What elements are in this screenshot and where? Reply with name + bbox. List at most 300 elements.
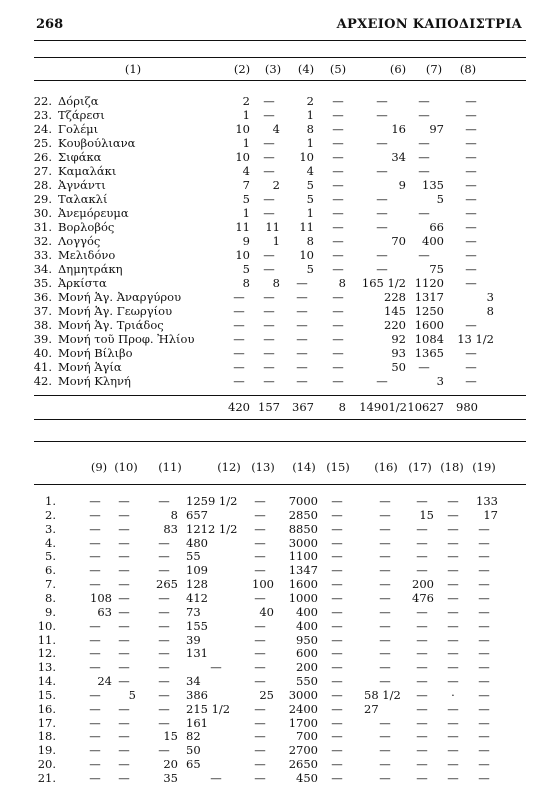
table2-cell: — <box>89 618 101 633</box>
table2-col-header: (16) <box>374 460 398 474</box>
table2-cell: — <box>89 535 101 550</box>
table1-cell: — <box>465 122 477 136</box>
table2-cell: · <box>451 687 455 702</box>
table2-cell: — <box>331 507 343 522</box>
table2-cell: — <box>416 632 428 647</box>
table2-cell: — <box>118 646 130 661</box>
table1-cell: 5 <box>242 192 250 206</box>
table1-cell: — <box>233 290 245 304</box>
table2-cell: — <box>447 521 459 536</box>
table2-cell: 200 <box>412 577 434 592</box>
table1-cell: 1365 <box>414 346 444 360</box>
table2-cell: 2400 <box>288 701 318 716</box>
table2-cell: — <box>478 549 490 564</box>
table2-cell: — <box>379 743 391 758</box>
table2-cell: — <box>254 743 266 758</box>
table1-cell: — <box>263 332 275 346</box>
table2-cell: — <box>118 715 130 730</box>
table1-cell: — <box>332 94 344 108</box>
table1-row-number: 27. <box>33 164 52 178</box>
table1-top-rule-2 <box>34 57 526 58</box>
table1-cell: — <box>465 178 477 192</box>
table2-cell: — <box>118 507 130 522</box>
table2-col-header: (18) <box>440 460 464 474</box>
table2-cell: — <box>478 771 490 785</box>
table1-cell: 5 <box>306 262 314 276</box>
table1-cell: — <box>376 108 388 122</box>
table2-cell: — <box>254 494 266 508</box>
table2-cell: — <box>478 757 490 772</box>
table2-cell: 400 <box>296 618 318 633</box>
table1-cell: 10 <box>299 150 314 164</box>
table2-row-number: 2. <box>45 507 56 522</box>
table2-cell: — <box>118 590 130 605</box>
table2-cell: — <box>379 729 391 744</box>
table2-cell: 100 <box>252 577 274 592</box>
table2-cell: 950 <box>296 632 318 647</box>
table2-col-header: (13) <box>251 460 275 474</box>
table1-cell: 70 <box>391 234 406 248</box>
table1-row-number: 33. <box>33 248 52 262</box>
table2-cell: — <box>416 701 428 716</box>
table1-cell: — <box>465 136 477 150</box>
table1-cell: 10 <box>235 248 250 262</box>
table2-cell: — <box>416 771 428 785</box>
table2-cell: — <box>447 729 459 744</box>
table1-row-name: Μονή Ἁγ. Γεωργίου <box>58 304 173 318</box>
table1-row-name: Μονή Βίλιβο <box>58 346 133 360</box>
table2-cell: — <box>118 701 130 716</box>
table2-cell: — <box>331 618 343 633</box>
table1-cell: — <box>296 318 308 332</box>
table1-bottom-rule <box>34 419 526 420</box>
table1-row-name: Τζάρεσι <box>58 108 105 122</box>
table1-cell: 9 <box>398 178 406 192</box>
table1-cell: 4 <box>306 164 314 178</box>
table2-col-header: (12) <box>217 460 241 474</box>
table2-cell: 2850 <box>288 507 318 522</box>
table1-row-name: Βορλοβός <box>58 220 115 234</box>
table1-cell: — <box>418 206 430 220</box>
table1-row-name: Μονή Ἁγ. Τριάδος <box>58 318 164 332</box>
table2-cell: — <box>331 729 343 744</box>
table1-cell: 16 <box>391 122 406 136</box>
table1-cell: — <box>465 206 477 220</box>
table2-cell: 700 <box>296 729 318 744</box>
table1-row-name: Δημητράκη <box>58 262 123 276</box>
table2-row-number: 21. <box>37 771 56 785</box>
table1-cell: — <box>233 360 245 374</box>
table2-cell: — <box>158 549 170 564</box>
table1-total: 157 <box>258 400 280 414</box>
table1-cell: — <box>376 262 388 276</box>
table1-totals-rule <box>34 395 526 396</box>
table1-row-name: Μονή Ἁγ. Ἀναργύρου <box>58 290 182 304</box>
table2-cell: — <box>447 535 459 550</box>
table2-cell: — <box>478 618 490 633</box>
table2-cell: — <box>478 577 490 592</box>
table1-cell: 220 <box>384 318 406 332</box>
table1-total: 980 <box>456 400 478 414</box>
table2-cell: — <box>379 646 391 661</box>
table2-cell: 2650 <box>288 757 318 772</box>
table2-cell: 55 <box>186 549 201 564</box>
table2-cell: — <box>478 729 490 744</box>
table2-cell: — <box>89 563 101 578</box>
table2-cell: 133 <box>476 494 498 508</box>
table2-col-header: (17) <box>408 460 432 474</box>
table1-col-header: (4) <box>297 62 315 76</box>
table1-total: 10627 <box>407 400 444 414</box>
table2-cell: — <box>89 701 101 716</box>
table1-cell: — <box>263 94 275 108</box>
table1-cell: 8 <box>306 234 314 248</box>
table2-col-header: (11) <box>158 460 182 474</box>
table2-cell: — <box>447 549 459 564</box>
table1-cell: — <box>332 108 344 122</box>
table1-cell: 11 <box>265 220 280 234</box>
table1-cell: 10 <box>235 150 250 164</box>
table2-cell: — <box>158 590 170 605</box>
table2-cell: — <box>118 563 130 578</box>
page-number: 268 <box>36 17 64 32</box>
table1-cell: — <box>332 332 344 346</box>
table1-cell: 8 <box>242 276 250 290</box>
table2-cell: 50 <box>186 743 201 758</box>
table2-cell: — <box>158 563 170 578</box>
table1-cell: 4 <box>242 164 250 178</box>
table2-cell: 450 <box>296 771 318 785</box>
table2-cell: 20 <box>163 757 178 772</box>
running-title: ΑΡΧΕΙΟΝ ΚΑΠΟΔΙΣΤΡΙΑ <box>336 17 522 32</box>
table2-row-number: 19. <box>37 743 56 758</box>
table1-cell: — <box>296 276 308 290</box>
table1-row-name: Ἀνεμόρευμα <box>58 206 129 220</box>
table2-cell: — <box>331 701 343 716</box>
table1-cell: — <box>296 360 308 374</box>
table2-row-number: 5. <box>45 549 56 564</box>
table1-cell: — <box>332 304 344 318</box>
table1-row-number: 22. <box>33 94 52 108</box>
table1-row-name: Ἀγνάντι <box>58 178 106 192</box>
table2-row-number: 6. <box>45 563 56 578</box>
table1-cell: — <box>263 248 275 262</box>
table1-cell: — <box>233 374 245 388</box>
table1-cell: — <box>263 290 275 304</box>
table2-cell: — <box>254 535 266 550</box>
table2-cell: — <box>379 521 391 536</box>
table2-cell: 15 <box>419 507 434 522</box>
table1-cell: — <box>263 374 275 388</box>
table2-cell: — <box>379 660 391 675</box>
table2-cell: — <box>118 632 130 647</box>
table2-cell: — <box>118 757 130 772</box>
table1-cell: — <box>376 374 388 388</box>
table1-cell: 228 <box>384 290 406 304</box>
table2-cell: — <box>478 632 490 647</box>
table2-row-number: 15. <box>37 687 56 702</box>
table2-cell: — <box>447 771 459 785</box>
table1-row-number: 37. <box>33 304 52 318</box>
table2-cell: 3000 <box>288 535 318 550</box>
table2-cell: 7000 <box>288 494 318 508</box>
table2-cell: 34 <box>186 674 201 689</box>
table1-row-number: 40. <box>33 346 52 360</box>
table2-cell: — <box>118 729 130 744</box>
table2-cell: — <box>416 549 428 564</box>
table2-row-number: 3. <box>45 521 56 536</box>
table2-cell: — <box>416 521 428 536</box>
table1-col-header: (6) <box>389 62 407 76</box>
table2-cell: — <box>478 674 490 689</box>
table2-cell: — <box>416 563 428 578</box>
table1-cell: 5 <box>436 192 444 206</box>
table1-cell: 93 <box>391 346 406 360</box>
table1-row-number: 42. <box>33 374 52 388</box>
table1-col-header: (3) <box>264 62 282 76</box>
table2-cell: — <box>447 604 459 619</box>
table1-cell: — <box>376 206 388 220</box>
table2-cell: — <box>158 632 170 647</box>
table1-cell: — <box>418 360 430 374</box>
table2-cell: — <box>89 549 101 564</box>
table1-cell: — <box>332 290 344 304</box>
table2-cell: — <box>416 618 428 633</box>
table2-cell: — <box>478 743 490 758</box>
table1-row-number: 31. <box>33 220 52 234</box>
table1-cell: — <box>332 164 344 178</box>
table1-total: 8 <box>338 400 346 414</box>
table2-cell: 131 <box>186 646 208 661</box>
table2-cell: — <box>379 494 391 508</box>
table2-cell: 476 <box>412 590 434 605</box>
table2-row-number: 14. <box>37 674 56 689</box>
table2-cell: — <box>478 563 490 578</box>
table1-cell: 34 <box>391 150 406 164</box>
table2-cell: — <box>331 577 343 592</box>
table1-cell: — <box>296 290 308 304</box>
table1-cell: — <box>233 346 245 360</box>
table1-cell: 1 <box>306 136 314 150</box>
table1-cell: 135 <box>422 178 444 192</box>
table1-cell: 8 <box>338 276 346 290</box>
table2-cell: — <box>478 660 490 675</box>
table1-cell: — <box>418 108 430 122</box>
table1-cell: — <box>263 304 275 318</box>
table1-row-name: Ἀρκίστα <box>58 276 107 290</box>
table2-cell: — <box>447 618 459 633</box>
table1-cell: — <box>263 346 275 360</box>
table1-cell: 11 <box>299 220 314 234</box>
table2-cell: — <box>89 687 101 702</box>
table1-cell: 145 <box>384 304 406 318</box>
table2-cell: — <box>158 604 170 619</box>
table2-cell: — <box>331 632 343 647</box>
table2-cell: — <box>331 646 343 661</box>
table1-cell: 1084 <box>414 332 444 346</box>
table1-cell: 50 <box>391 360 406 374</box>
table2-cell: — <box>118 743 130 758</box>
table2-cell: 1100 <box>288 549 318 564</box>
table2-cell: — <box>254 771 266 785</box>
table1-col-header: (5) <box>329 62 347 76</box>
table1-cell: — <box>332 318 344 332</box>
table1-cell: — <box>233 318 245 332</box>
table2-cell: — <box>118 660 130 675</box>
table2-cell: — <box>379 757 391 772</box>
table2-cell: — <box>478 535 490 550</box>
table2-cell: 82 <box>186 729 201 744</box>
table2-cell: — <box>379 590 391 605</box>
table2-cell: — <box>331 521 343 536</box>
table2-cell: — <box>118 494 130 508</box>
table1-cell: 2 <box>272 178 280 192</box>
table2-cell: 1347 <box>288 563 318 578</box>
table1-cell: — <box>263 164 275 178</box>
table2-col-header: (14) <box>292 460 316 474</box>
table2-cell: — <box>331 494 343 508</box>
table1-cell: 5 <box>306 192 314 206</box>
table2-row-number: 4. <box>45 535 56 550</box>
table1-cell: 3 <box>436 374 444 388</box>
table2-cell: — <box>416 604 428 619</box>
table2-cell: 40 <box>259 604 274 619</box>
table1-row-name: Μονή Κληνή <box>58 374 131 388</box>
table2-cell: 1600 <box>288 577 318 592</box>
table2-cell: — <box>447 715 459 730</box>
table2-cell: — <box>379 632 391 647</box>
table2-cell: 400 <box>296 604 318 619</box>
table1-cell: 1 <box>306 206 314 220</box>
table1-cell: — <box>465 164 477 178</box>
table1-cell: — <box>263 108 275 122</box>
table1-cell: — <box>332 234 344 248</box>
table2-row-number: 1. <box>45 494 56 508</box>
table2-cell: — <box>158 674 170 689</box>
table2-row-number: 9. <box>45 604 56 619</box>
table1-cell: — <box>332 192 344 206</box>
table1-row-number: 32. <box>33 234 52 248</box>
table2-cell: 600 <box>296 646 318 661</box>
table2-cell: 25 <box>259 687 274 702</box>
table2-cell: — <box>478 715 490 730</box>
table2-cell: — <box>158 494 170 508</box>
table1-row-name: Σιφάκα <box>58 150 102 164</box>
table1-cell: — <box>296 374 308 388</box>
table1-cell: — <box>465 346 477 360</box>
table1-total: 420 <box>228 400 250 414</box>
table1-cell: — <box>465 150 477 164</box>
table2-cell: 35 <box>163 771 178 785</box>
table1-cell: 8 <box>272 276 280 290</box>
table1-cell: — <box>418 164 430 178</box>
table1-row-number: 35. <box>33 276 52 290</box>
table2-cell: — <box>89 771 101 785</box>
table1-cell: — <box>465 234 477 248</box>
table1-cell: 97 <box>429 122 444 136</box>
table1-col-header: (7) <box>425 62 443 76</box>
table1-cell: — <box>332 136 344 150</box>
table2-row-number: 7. <box>45 577 56 592</box>
table2-cell: 161 <box>186 715 208 730</box>
table2-cell: — <box>254 549 266 564</box>
table2-cell: 1259 1/2 <box>186 494 238 508</box>
table2-cell: — <box>158 535 170 550</box>
table1-row-number: 25. <box>33 136 52 150</box>
table2-cell: — <box>331 590 343 605</box>
table2-row-number: 8. <box>45 590 56 605</box>
table1-cell: — <box>376 136 388 150</box>
table2-cell: — <box>118 535 130 550</box>
table2-cell: — <box>89 729 101 744</box>
table2-cell: — <box>254 618 266 633</box>
table1-cell: — <box>465 248 477 262</box>
table2-cell: — <box>254 674 266 689</box>
table1-cell: — <box>418 248 430 262</box>
table2-row-number: 12. <box>37 646 56 661</box>
table1-cell: 13 1/2 <box>457 332 494 346</box>
table1-cell: 400 <box>422 234 444 248</box>
table1-cell: 1120 <box>414 276 444 290</box>
table1-cell: — <box>376 192 388 206</box>
table1-row-number: 26. <box>33 150 52 164</box>
table1-cell: 92 <box>391 332 406 346</box>
table1-cell: — <box>465 318 477 332</box>
table2-cell: — <box>254 590 266 605</box>
table1-cell: 5 <box>306 178 314 192</box>
table2-cell: — <box>416 646 428 661</box>
table2-cell: 200 <box>296 660 318 675</box>
table2-cell: — <box>379 577 391 592</box>
table1-cell: — <box>296 332 308 346</box>
table2-cell: — <box>254 507 266 522</box>
table2-cell: — <box>416 757 428 772</box>
table1-total: 367 <box>292 400 314 414</box>
table1-cell: — <box>418 150 430 164</box>
table1-cell: — <box>332 360 344 374</box>
table2-cell: — <box>254 701 266 716</box>
table2-cell: 58 1/2 <box>364 687 401 702</box>
table2-cell: — <box>254 646 266 661</box>
table1-cell: 4 <box>272 122 280 136</box>
table1-cell: 165 1/2 <box>361 276 406 290</box>
table2-cell: — <box>478 687 490 702</box>
table1-row-name: Λογγός <box>58 234 101 248</box>
table2-cell: — <box>447 590 459 605</box>
table2-cell: — <box>89 632 101 647</box>
table2-cell: — <box>447 660 459 675</box>
table1-row-number: 38. <box>33 318 52 332</box>
table1-cell: 1 <box>272 234 280 248</box>
table2-cell: 2700 <box>288 743 318 758</box>
table1-cell: — <box>263 206 275 220</box>
table2-cell: — <box>118 604 130 619</box>
table1-cell: — <box>233 304 245 318</box>
table1-cell: 75 <box>429 262 444 276</box>
table2-cell: — <box>254 729 266 744</box>
table2-cell: — <box>89 660 101 675</box>
table2-cell: 1000 <box>288 590 318 605</box>
table2-cell: — <box>331 743 343 758</box>
table2-cell: 27 <box>364 701 379 716</box>
table2-row-number: 17. <box>37 715 56 730</box>
table2-cell: 24 <box>97 674 112 689</box>
table2-cell: — <box>331 687 343 702</box>
table2-row-number: 20. <box>37 757 56 772</box>
table1-row-name: Μονή τοῦ Προφ. Ἠλίου <box>58 332 195 346</box>
table1-row-name: Ταλακλί <box>58 192 108 206</box>
table2-row-number: 13. <box>37 660 56 675</box>
